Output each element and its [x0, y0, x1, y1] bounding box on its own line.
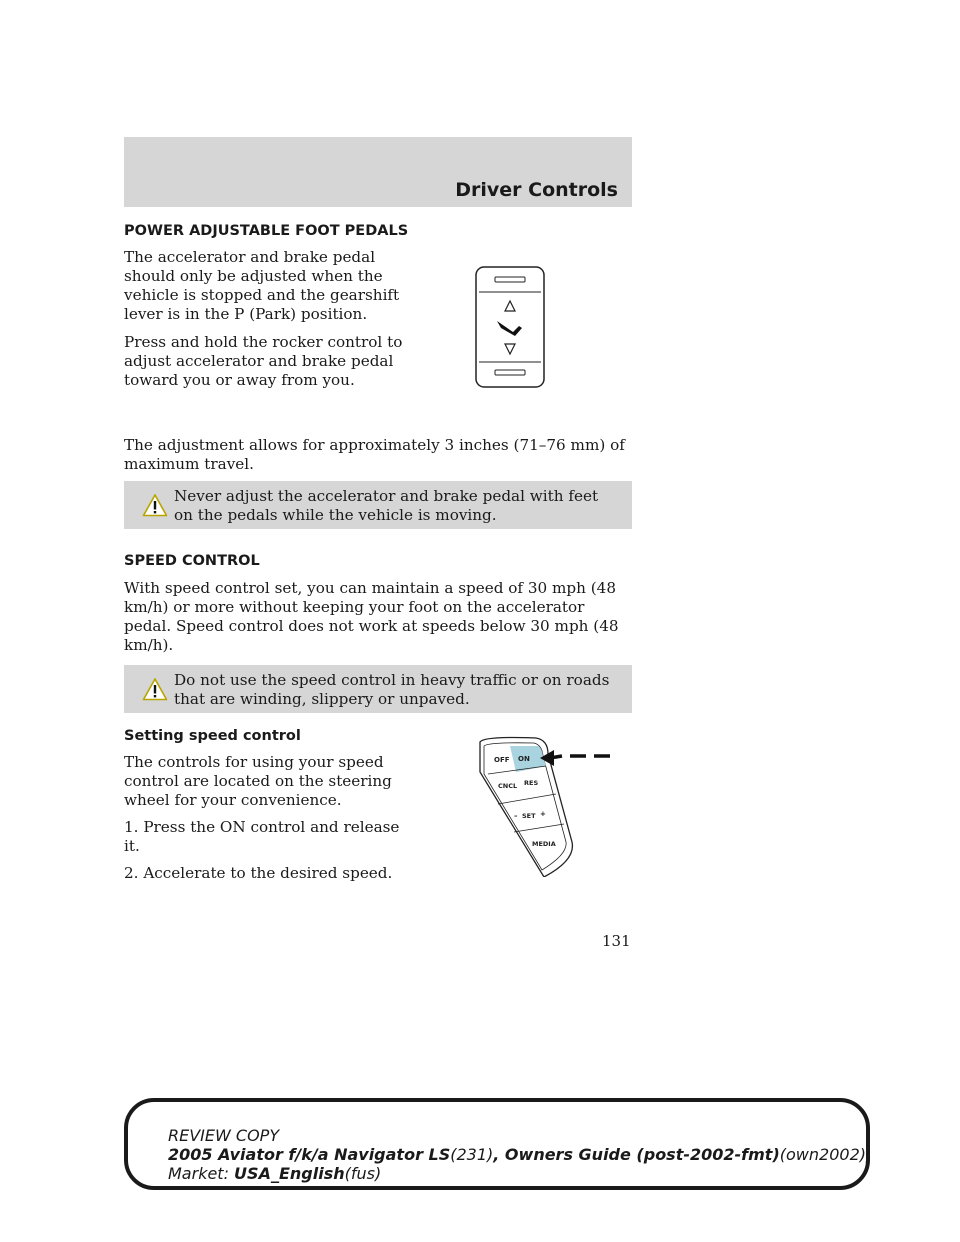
- res-label: RES: [524, 779, 539, 787]
- pedals-warning-text: Never adjust the accelerator and brake pedal with feet on the pedals while the vehicle is moving.: [174, 487, 599, 524]
- pedals-para-1: The accelerator and brake pedal should only be adjusted when the vehicle is stopped and the gearshift lever is in the P (Park) position.: [124, 248, 400, 323]
- page-content: [124, 222, 632, 883]
- speed-step-2: 2. Accelerate to the desired speed.: [124, 864, 393, 882]
- speed-para-2: The controls for using your speed control are located on the steering wheel for your convenience.: [124, 753, 392, 809]
- page-number: 131: [602, 932, 631, 950]
- off-label: OFF: [494, 756, 510, 764]
- setting-speed-heading: Setting speed control: [124, 728, 301, 744]
- section-title: Driver Controls: [455, 179, 618, 201]
- speed-warning-text: Do not use the speed control in heavy traffic or on roads that are winding, slippery or unpaved.: [174, 671, 610, 708]
- header-band: [124, 137, 632, 207]
- speed-para-1: With speed control set, you can maintain a speed of 30 mph (48 km/h) or more without keeping your foot on the accelerator pedal. Speed control does not work at speeds below 30 mph (48 km/h).: [124, 579, 619, 654]
- speed-heading: SPEED CONTROL: [124, 553, 260, 569]
- review-footer: [168, 1126, 872, 1183]
- pedals-heading: POWER ADJUSTABLE FOOT PEDALS: [124, 223, 409, 239]
- on-label: ON: [518, 755, 530, 763]
- footer-line-2: 2005 Aviator f/k/a Navigator LS(231), Owners Guide (post-2002-fmt)(own2002),: [168, 1145, 873, 1164]
- footer-line-3: Market: USA_English(fus): [168, 1164, 382, 1183]
- pedals-para-2: Press and hold the rocker control to adjust accelerator and brake pedal toward you or away from you.: [124, 333, 403, 389]
- pedals-para-3: The adjustment allows for approximately 3 inches (71–76 mm) of maximum travel.: [124, 436, 625, 473]
- cncl-label: CNCL: [498, 782, 518, 790]
- plus-label: +: [540, 810, 546, 818]
- warning-icon: [142, 493, 168, 517]
- minus-label: –: [514, 812, 518, 820]
- footer-line-1: REVIEW COPY: [168, 1126, 280, 1145]
- speed-warning-box: [124, 665, 632, 713]
- warning-icon: [142, 677, 168, 701]
- pedals-warning-box: [124, 481, 632, 529]
- set-label: SET: [522, 812, 536, 820]
- speed-step-1: 1. Press the ON control and release it.: [124, 818, 400, 855]
- media-label: MEDIA: [532, 840, 556, 848]
